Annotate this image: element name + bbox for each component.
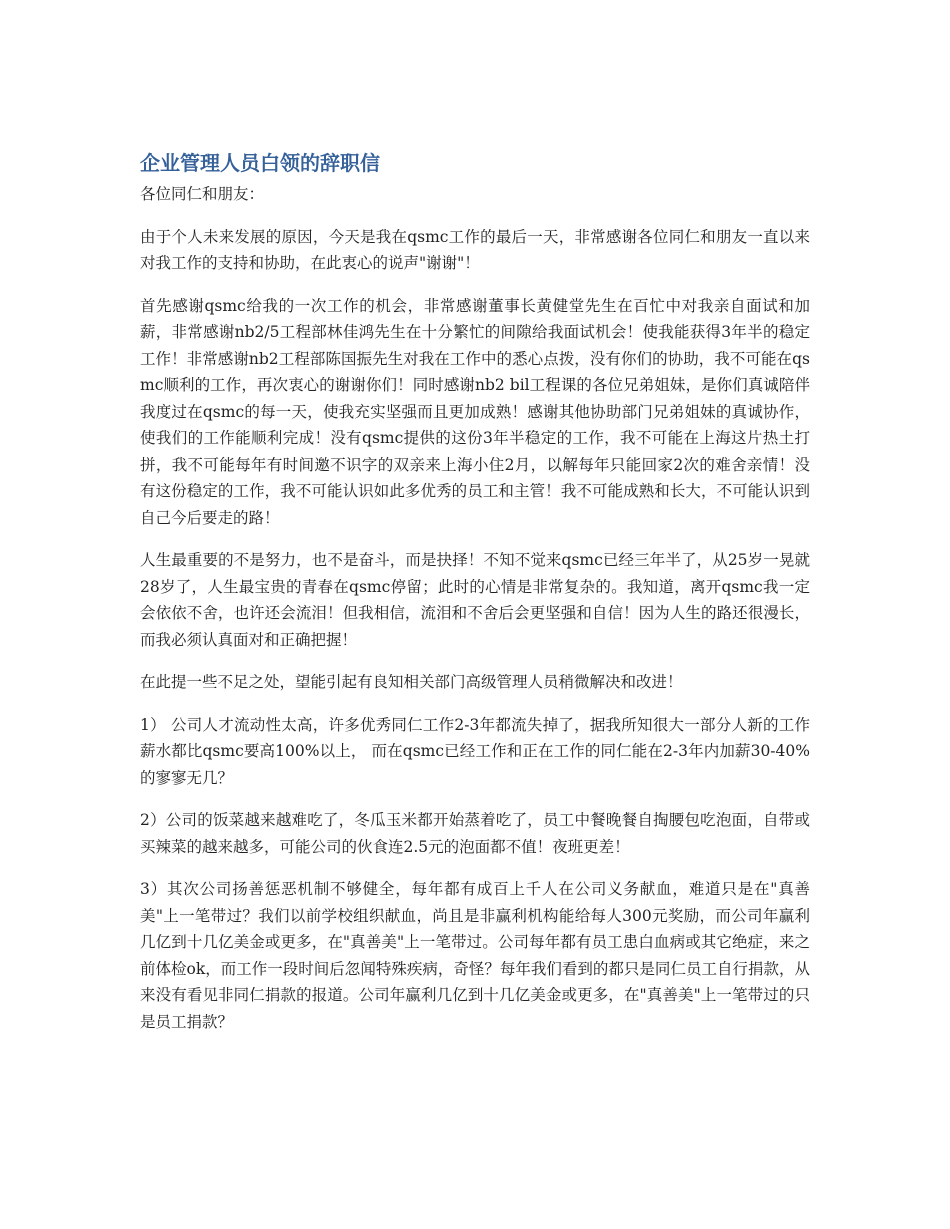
paragraph-life-choice: 人生最重要的不是努力，也不是奋斗，而是抉择！不知不觉来qsmc已经三年半了，从25岁一晃就28岁了，人生最宝贵的青春在qsmc停留；此时的心情是非常复杂的。我知道，离开qsmc我一定会依依不舍，也许还会流泪！但我相信，流泪和不舍后会更坚强和自信！因为人生的路还很漫长，而我必须认真面对和正确把握！ <box>140 551 810 649</box>
paragraph-point-1: 1） 公司人才流动性太高，许多优秀同仁工作2-3年都流失掉了，据我所知很大一部分人新的工作薪水都比qsmc要高100%以上， 而在qsmc已经工作和正在工作的同仁能在2-3年内加薪30-40% 的寥寥无几？ <box>140 715 810 787</box>
document-title: 企业管理人员白领的辞职信 <box>140 151 380 175</box>
paragraph-thanks: 首先感谢qsmc给我的一次工作的机会，非常感谢董事长黄健堂先生在百忙中对我亲自面试和加薪，非常感谢nb2/5工程部林佳鸿先生在十分繁忙的间隙给我面试机会！使我能获得3年半的稳定工作！非常感谢nb2工程部陈国振先生对我在工作中的悉心点拨，没有你们的协助，我不可能在qsmc顺利的工作，再次衷心的谢谢你们！同时感谢nb2 bil工程课的各位兄弟姐妹，是你们真诚陪伴我度过在qsmc的每一天，使我充实坚强而且更加成熟！感谢其他协助部门兄弟姐妹的真诚协作，使我们的工作能顺利完成！没有qsmc提供的这份3年半稳定的工作，我不可能在上海这片热土打拼，我不可能每年有时间邀不识字的双亲来上海小住2月，以解每年只能回家2次的难舍亲情！没有这份稳定的工作，我不可能认识如此多优秀的员工和主管！我不可能成熟和长大，不可能认识到自己今后要走的路！ <box>140 296 810 527</box>
paragraph-point-3: 3）其次公司扬善惩恶机制不够健全，每年都有成百上千人在公司义务献血，难道只是在"真善美"上一笔带过？我们以前学校组织献血，尚且是非赢利机构能给每人300元奖励，而公司年赢利几亿到十几亿美金或更多，在"真善美"上一笔带过。公司每年都有员工患白血病或其它绝症，来之前体检ok，而工作一段时间后忽闻特殊疾病，奇怪？每年我们看到的都只是同仁员工自行捐款，从来没有看见非同仁捐款的报道。公司年赢利几亿到十几亿美金或更多，在"真善美"上一笔带过的只是员工捐款？ <box>140 880 810 1031</box>
paragraph-intro: 由于个人未来发展的原因，今天是我在qsmc工作的最后一天，非常感谢各位同仁和朋友一直以来对我工作的支持和协助，在此衷心的说声"谢谢"！ <box>140 227 810 272</box>
paragraph-suggestions-intro: 在此提一些不足之处，望能引起有良知相关部门高级管理人员稍微解决和改进！ <box>140 673 683 691</box>
salutation: 各位同仁和朋友： <box>140 185 265 203</box>
letter-page <box>140 148 810 1051</box>
paragraph-point-2: 2）公司的饭菜越来越难吃了，冬瓜玉米都开始蒸着吃了，员工中餐晚餐自掏腰包吃泡面，自带或买辣菜的越来越多，可能公司的伙食连2.5元的泡面都不值！夜班更差！ <box>140 811 810 856</box>
